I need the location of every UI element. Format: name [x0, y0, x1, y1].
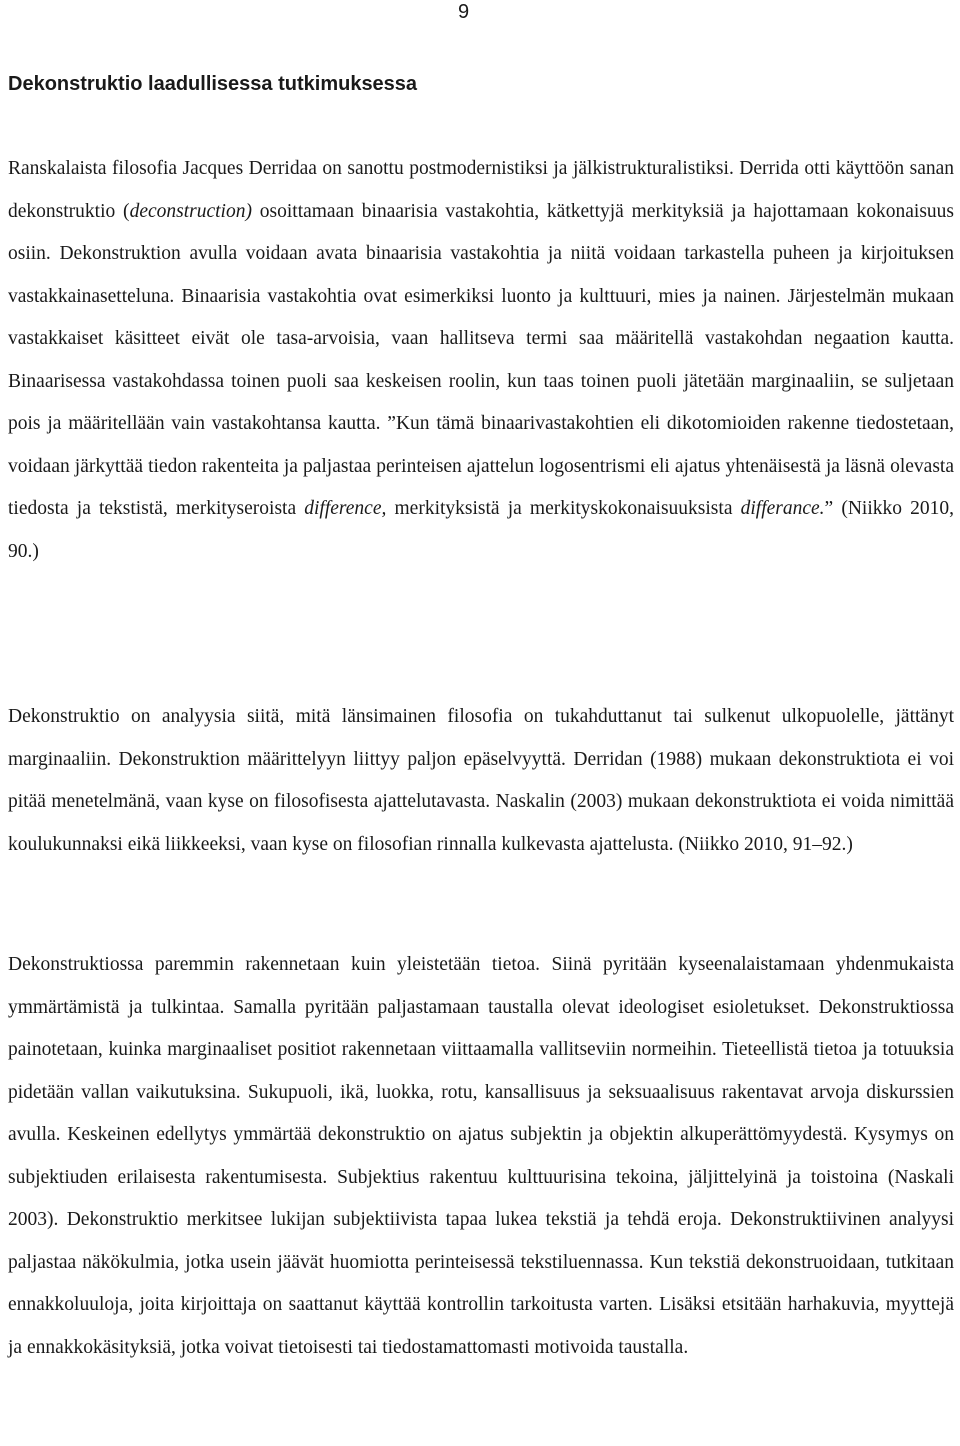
page-number: 9: [458, 1, 470, 23]
text-run: Ranskalaista filosofia Jacques Derridaa on sanottu postmodernistiksi ja jälkistrukturalistiksi. Derrida otti käyttöön sanan dekonstruktio (: [8, 158, 954, 222]
text-run: Dekonstruktio on analyysia siitä, mitä länsimainen filosofia on tukahduttanut tai sulkenut ulkopuolelle, jättänyt marginaaliin. Dekonstruktion määrittelyyn liittyy paljon epäselvyyttä. Derridan (1988) mukaan dekonstruktiota ei voi pitää menetelmänä, vaan kyse on filosofisesta ajattelutavasta. Naskalin (2003) mukaan dekonstruktiota ei voida nimittää koulukunnaksi eikä liikkeeksi, vaan kyse on filosofian rinnalla kulkevasta ajattelusta. (Niikko 2010, 91–92.): [8, 706, 954, 855]
section-heading: Dekonstruktio laadullisessa tutkimuksessa: [8, 73, 418, 95]
italic-term: deconstruction): [129, 200, 252, 222]
paragraph-2: [8, 696, 954, 866]
paragraph-1: [8, 148, 954, 573]
text-run: Dekonstruktiossa paremmin rakennetaan kuin yleistetään tietoa. Siinä pyritään kyseenalaistamaan yhdenmukaista ymmärtämistä ja tulkintaa. Samalla pyritään paljastamaan taustalla olevat ideologiset esioletukset. Dekonstruktiossa painotetaan, kuinka marginaaliset positiot rakennetaan viittaamalla vallitseviin normeihin. Tieteellistä tietoa ja totuuksia pidetään vallan vaikutuksina. Sukupuoli, ikä, luokka, rotu, kansallisuus ja seksuaalisuus rakentavat arvoja diskurssien avulla. Keskeinen edellytys ymmärtää dekonstruktio on ajatus subjektin ja objektin alkuperättömyydestä. Kysymys on subjektiuden erilaisesta rakentumisesta. Subjektius rakentuu kulttuurisina tekoina, jäljittelyinä ja toistoina (Naskali 2003). Dekonstruktio merkitsee lukijan subjektiivista tapaa lukea tekstiä ja tehdä eroja. Dekonstruktiivinen analyysi paljastaa näkökulmia, jotka usein jäävät huomiotta perinteisessä tekstiluennassa. Kun tekstiä dekonstruoidaan, tutkitaan ennakkoluuloja, joita kirjoittaja on saattanut käyttää kontrollin tarkoitusta varten. Lisäksi etsitään harhakuvia, myyttejä ja ennakkokäsityksiä, jotka voivat tietoisesti tai tiedostamattomasti motivoida taustalla.: [8, 954, 954, 1358]
italic-term: differance.: [740, 498, 825, 519]
text-run: osoittamaan binaarisia vastakohtia, kätkettyjä merkityksiä ja hajottamaan kokonaisuus osiin. Dekonstruktion avulla voidaan avata binaarisia vastakohtia ja niitä voidaan tarkastella puheen ja kirjoituksen vastakkainasetteluna. Binaarisia vastakohtia ovat esimerkiksi luonto ja kulttuuri, mies ja nainen. Järjestelmän mukaan vastakkaiset käsitteet eivät ole tasa-arvoisia, vaan hallitseva termi saa määritellä vastakohdan negaation kautta. Binaarisessa vastakohdassa toinen puoli saa keskeisen roolin, kun taas toinen puoli jätetään marginaaliin, se suljetaan pois ja määritellään vain vastakohtansa kautta. ”Kun tämä binaarivastakohtien eli dikotomioiden rakenne tiedostetaan, voidaan järkyttää tiedon rakenteita ja paljastaa perinteisen ajattelun logosentrismi eli ajatus yhtenäisestä ja läsnä olevasta tiedosta ja tekstistä, merkityseroista: [8, 200, 955, 519]
italic-term: difference,: [304, 498, 387, 519]
text-run: ” (Niikko 2010, 90.): [8, 498, 954, 562]
paragraph-3: [8, 944, 954, 1369]
text-run: merkityksistä ja merkityskokonaisuuksista: [386, 498, 741, 519]
